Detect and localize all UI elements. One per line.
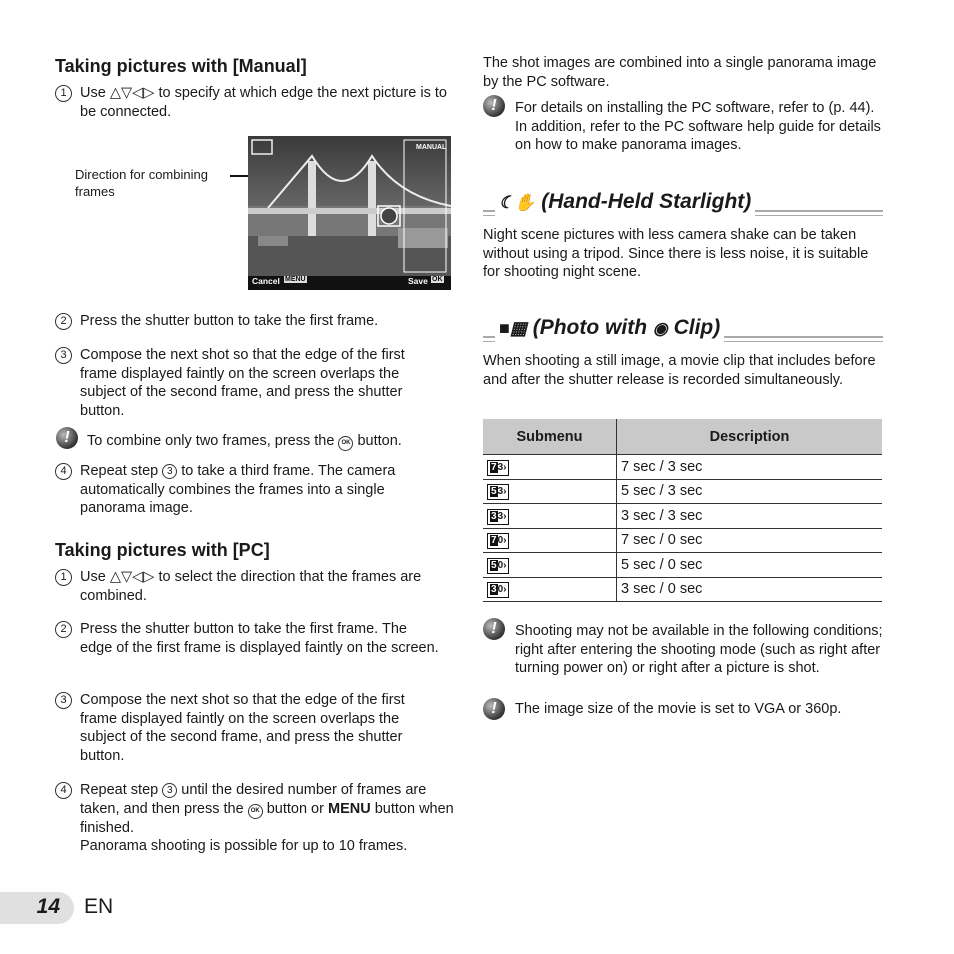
manual-note-text: To combine only two frames, press the: [87, 433, 335, 449]
section-heading-pc: Taking pictures with [PC]: [55, 540, 270, 560]
screen-ok-badge: OK: [432, 276, 443, 283]
manual-step-1-text: Use △▽◁▷ to specify at which edge the next picture is to be connected.: [80, 85, 447, 120]
callout-label: Direction for combining frames: [75, 167, 208, 199]
menu-button-label: MENU: [328, 800, 371, 817]
caution-icon: !: [56, 427, 78, 449]
step-number-4: 4: [55, 782, 72, 799]
movie-clip-7-0-icon: 70›: [487, 533, 509, 549]
manual-step-4: [55, 462, 430, 518]
section-title-clip: [483, 312, 883, 342]
starlight-hand-icon: ☾✋: [499, 193, 536, 212]
manual-step-1: [55, 84, 455, 121]
pc-step-4-text-or: button or: [266, 800, 324, 817]
bridge-photo: [248, 136, 451, 290]
ok-button-icon: OK: [338, 436, 353, 451]
camera-screen-image: [248, 136, 451, 290]
step-ref-3: 3: [162, 783, 177, 798]
table-cell-desc: 3 sec / 3 sec: [617, 504, 883, 529]
section-title-starlight: [483, 186, 883, 216]
table-row: [483, 528, 882, 553]
manual-step-2: [55, 312, 455, 331]
pc-step-3-text: Compose the next shot so that the edge of the first frame displayed faintly on the screen overlaps the subject of the second frame, and press the shutter button.: [80, 692, 405, 764]
starlight-body: Night scene pictures with less camera shake can be taken without using a tripod. Since there is less noise, it is suitable for shooting night scene.: [483, 227, 869, 280]
mode-label: MANUAL: [416, 144, 447, 151]
manual-note: [87, 432, 402, 451]
table-row: [483, 553, 882, 578]
pc-step-4-extra: Panorama shooting is possible for up to 10 frames.: [80, 838, 408, 854]
caution-icon: !: [483, 95, 505, 117]
clip-title-post: Clip): [673, 316, 721, 339]
movie-clip-5-0-icon: 50›: [487, 558, 509, 574]
table-cell-desc: 3 sec / 0 sec: [617, 577, 883, 602]
right-note-1: For details on installing the PC software, refer to (p. 44). In addition, refer to the PC software help guide for details on how to make panorama images.: [515, 100, 881, 153]
right-intro: The shot images are combined into a single panorama image by the PC software.: [483, 55, 877, 90]
clip-body: When shooting a still image, a movie clip that includes before and after the shutter release is recorded simultaneously.: [483, 353, 876, 388]
clip-title-pre: (Photo with: [532, 316, 648, 339]
step-number-3: 3: [55, 692, 72, 709]
pc-step-1-text: Use △▽◁▷ to select the direction that the frames are combined.: [80, 569, 422, 604]
manual-step-4-text-end: to take a third frame. The camera automatically combines the frames into a single panorama image.: [80, 463, 396, 516]
table-row: [483, 504, 882, 529]
ok-button-icon: OK: [248, 804, 263, 819]
table-row: [483, 577, 882, 602]
table-header-description: Description: [617, 419, 883, 455]
manual-step-3-text: Compose the next shot so that the edge of the first frame displayed faintly on the screen overlaps the subject of the second frame, and press the shutter button.: [80, 347, 405, 419]
step-number-1: 1: [55, 85, 72, 102]
movie-clip-5-3-icon: 53›: [487, 484, 509, 500]
pc-step-4-text: Repeat step: [80, 782, 159, 798]
pc-step-4-text-end: button when finished.: [80, 800, 454, 836]
table-cell-desc: 7 sec / 3 sec: [617, 455, 883, 480]
pc-step-3: [55, 691, 435, 765]
step-number-4: 4: [55, 463, 72, 480]
step-ref-3: 3: [162, 464, 177, 479]
table-cell-desc: 5 sec / 3 sec: [617, 479, 883, 504]
section-heading-manual: Taking pictures with [Manual]: [55, 56, 307, 76]
submenu-table: [483, 419, 882, 602]
right-note-3: The image size of the movie is set to VGA or 360p.: [515, 701, 842, 717]
language-code: EN: [84, 895, 114, 918]
table-row: [483, 479, 882, 504]
pc-step-1: [55, 568, 450, 605]
caution-icon: !: [483, 618, 505, 640]
page-number: 14: [36, 895, 60, 918]
movie-clip-3-0-icon: 30›: [487, 582, 509, 598]
step-number-2: 2: [55, 621, 72, 638]
step-number-3: 3: [55, 347, 72, 364]
pc-step-4: [55, 781, 455, 856]
manual-step-4-text: Repeat step: [80, 463, 159, 479]
table-cell-desc: 7 sec / 0 sec: [617, 528, 883, 553]
page-number-tab: [0, 892, 74, 924]
table-row: [483, 455, 882, 480]
table-header-submenu: Submenu: [483, 419, 617, 455]
camera-film-icon: ■▦: [499, 318, 527, 338]
movie-clip-7-3-icon: 73›: [487, 460, 509, 476]
pc-step-2-text: Press the shutter button to take the first frame. The edge of the first frame is displayed faintly on the screen.: [80, 621, 439, 656]
manual-step-2-text: Press the shutter button to take the first frame.: [80, 313, 379, 329]
right-note-2: Shooting may not be available in the following conditions; right after entering the shooting mode (such as right after turning power on) or right after a picture is shot.: [515, 623, 883, 676]
step-number-1: 1: [55, 569, 72, 586]
movie-clip-3-3-icon: 33›: [487, 509, 509, 525]
movie-camera-icon: ◉: [652, 319, 668, 338]
screen-menu-badge: MENU: [285, 276, 306, 283]
screen-cancel-label: Cancel: [252, 276, 280, 286]
caution-icon: !: [483, 698, 505, 720]
screen-save-label: Save: [408, 276, 428, 286]
pc-step-4-text-mid: until the desired number of frames are taken, and then press the: [80, 782, 427, 817]
manual-step-3: [55, 346, 435, 420]
pc-step-2: [55, 620, 440, 657]
table-cell-desc: 5 sec / 0 sec: [617, 553, 883, 578]
step-number-2: 2: [55, 313, 72, 330]
starlight-title: (Hand-Held Starlight): [541, 190, 752, 213]
manual-note-text-end: button.: [357, 433, 402, 449]
